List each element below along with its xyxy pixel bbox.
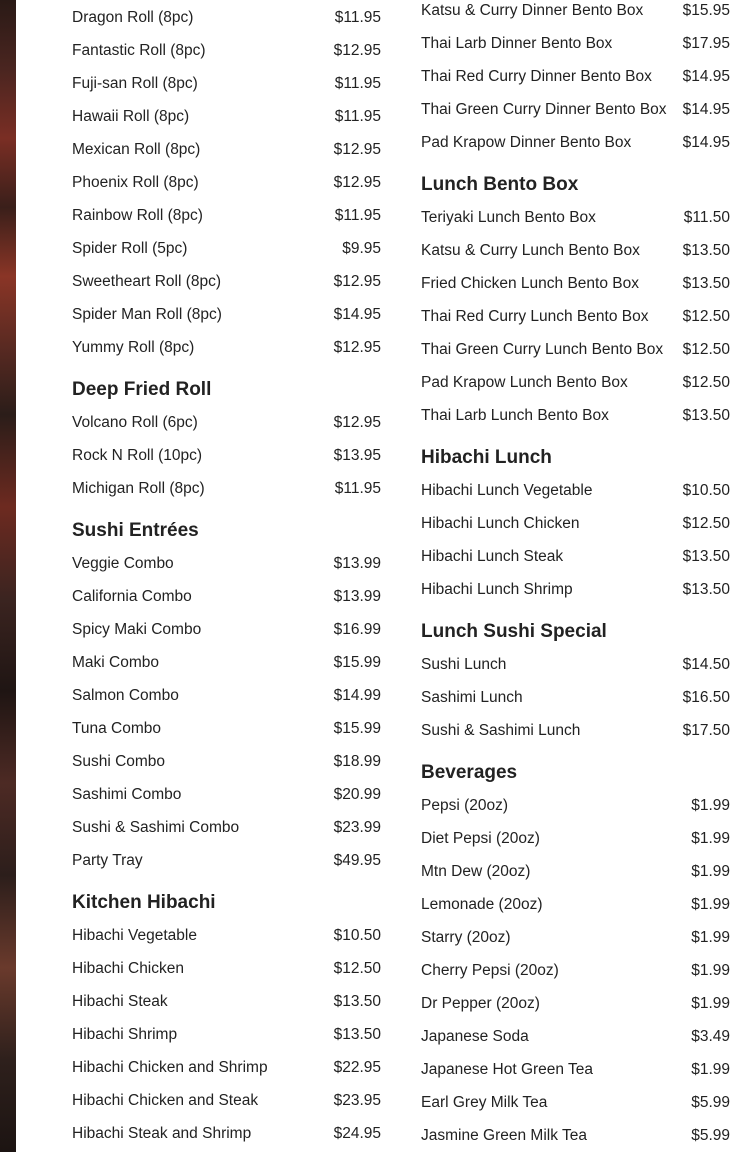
menu-item-name: Veggie Combo bbox=[72, 555, 174, 572]
menu-item[interactable] bbox=[421, 681, 730, 714]
menu-item[interactable] bbox=[421, 789, 730, 822]
menu-item[interactable] bbox=[421, 921, 730, 954]
menu-item-price: $13.50 bbox=[682, 242, 730, 259]
menu-item[interactable] bbox=[421, 267, 730, 300]
menu-item-price: $1.99 bbox=[691, 929, 730, 946]
menu-item-name: Thai Larb Lunch Bento Box bbox=[421, 407, 609, 424]
menu-section-beverages bbox=[421, 761, 730, 1152]
menu-item-price: $12.50 bbox=[682, 341, 730, 358]
menu-item-price: $11.95 bbox=[334, 207, 381, 224]
menu-item[interactable] bbox=[421, 954, 730, 987]
menu-item[interactable] bbox=[72, 745, 381, 778]
menu-item-price: $18.99 bbox=[333, 753, 381, 770]
menu-item-name: Hibachi Vegetable bbox=[72, 927, 197, 944]
menu-item-price: $17.50 bbox=[682, 722, 730, 739]
menu-item[interactable] bbox=[421, 300, 730, 333]
menu-item-name: Katsu & Curry Lunch Bento Box bbox=[421, 242, 640, 259]
menu-item[interactable] bbox=[421, 855, 730, 888]
menu-section-kitchen-hibachi bbox=[72, 891, 381, 1150]
menu-item-name: Japanese Soda bbox=[421, 1028, 529, 1045]
menu-item[interactable] bbox=[72, 679, 381, 712]
menu-item[interactable] bbox=[72, 406, 381, 439]
menu-item-name: Diet Pepsi (20oz) bbox=[421, 830, 540, 847]
menu-item-name: Pad Krapow Lunch Bento Box bbox=[421, 374, 628, 391]
menu-item[interactable] bbox=[421, 366, 730, 399]
menu-item-price: $23.95 bbox=[333, 1092, 381, 1109]
menu-item-price: $12.50 bbox=[682, 374, 730, 391]
menu-item-name: Cherry Pepsi (20oz) bbox=[421, 962, 559, 979]
menu-item-price: $13.95 bbox=[333, 447, 381, 464]
menu-item[interactable] bbox=[421, 1053, 730, 1086]
menu-item-price: $13.50 bbox=[333, 993, 381, 1010]
menu-item-price: $49.95 bbox=[333, 852, 381, 869]
menu-item-name: Fuji-san Roll (8pc) bbox=[72, 75, 198, 92]
menu-item-name: Sashimi Combo bbox=[72, 786, 182, 803]
menu-item[interactable] bbox=[421, 27, 730, 60]
menu-item-name: Dr Pepper (20oz) bbox=[421, 995, 540, 1012]
menu-item-price: $1.99 bbox=[691, 830, 730, 847]
menu-item[interactable] bbox=[72, 472, 381, 505]
menu-item-name: Thai Red Curry Dinner Bento Box bbox=[421, 68, 652, 85]
section-heading: Beverages bbox=[421, 762, 518, 783]
menu-item-price: $23.99 bbox=[333, 819, 381, 836]
menu-item-name: Hawaii Roll (8pc) bbox=[72, 108, 190, 125]
menu-item[interactable] bbox=[421, 0, 730, 27]
menu-item[interactable] bbox=[421, 507, 730, 540]
menu-item-name: Katsu & Curry Dinner Bento Box bbox=[421, 2, 644, 19]
menu-item-price: $13.50 bbox=[682, 407, 730, 424]
menu-item[interactable] bbox=[421, 201, 730, 234]
menu-item-name: Hibachi Chicken bbox=[72, 960, 184, 977]
menu-item-name: Lemonade (20oz) bbox=[421, 896, 543, 913]
menu-item-name: Hibachi Chicken and Steak bbox=[72, 1092, 259, 1109]
menu-item-price: $12.50 bbox=[682, 515, 730, 532]
menu-item-name: Thai Green Curry Dinner Bento Box bbox=[421, 101, 667, 118]
menu-item-price: $12.95 bbox=[333, 174, 381, 191]
menu-item-price: $12.95 bbox=[333, 273, 381, 290]
menu-item[interactable] bbox=[72, 952, 381, 985]
menu-item-price: $11.95 bbox=[334, 480, 381, 497]
menu-item[interactable] bbox=[72, 712, 381, 745]
menu-section-lunch-sushi-special bbox=[421, 620, 730, 747]
menu-item-price: $22.95 bbox=[333, 1059, 381, 1076]
menu-item-price: $3.49 bbox=[691, 1028, 730, 1045]
menu-item-price: $14.50 bbox=[682, 656, 730, 673]
menu-item[interactable] bbox=[72, 133, 381, 166]
menu-item-price: $10.50 bbox=[333, 927, 381, 944]
menu-item-name: Sushi & Sashimi Lunch bbox=[421, 722, 581, 739]
menu-item-name: Hibachi Lunch Steak bbox=[421, 548, 564, 565]
menu-item[interactable] bbox=[421, 126, 730, 159]
menu-item-name: Pad Krapow Dinner Bento Box bbox=[421, 134, 632, 151]
menu-item[interactable] bbox=[421, 888, 730, 921]
menu-item-name: Hibachi Steak and Shrimp bbox=[72, 1125, 252, 1142]
menu-item-name: California Combo bbox=[72, 588, 192, 605]
menu-item[interactable] bbox=[421, 399, 730, 432]
menu-item-price: $12.50 bbox=[682, 308, 730, 325]
menu-item-name: Mexican Roll (8pc) bbox=[72, 141, 201, 158]
menu-item-name: Dragon Roll (8pc) bbox=[72, 9, 194, 26]
menu-item[interactable] bbox=[72, 100, 381, 133]
menu-item-price: $1.99 bbox=[691, 962, 730, 979]
section-heading: Deep Fried Roll bbox=[72, 379, 212, 400]
menu-item[interactable] bbox=[72, 547, 381, 580]
section-heading: Sushi Entrées bbox=[72, 520, 199, 541]
menu-item-price: $1.99 bbox=[691, 797, 730, 814]
background-image-strip bbox=[0, 0, 16, 1152]
menu-item[interactable] bbox=[421, 987, 730, 1020]
menu-item-price: $15.99 bbox=[333, 720, 381, 737]
menu-item[interactable] bbox=[421, 648, 730, 681]
menu-item[interactable] bbox=[72, 1051, 381, 1084]
menu-item-price: $13.50 bbox=[682, 275, 730, 292]
menu-item[interactable] bbox=[421, 234, 730, 267]
menu-item-price: $14.95 bbox=[682, 101, 730, 118]
menu-item-price: $16.50 bbox=[682, 689, 730, 706]
menu-item[interactable] bbox=[421, 1020, 730, 1053]
menu-item-price: $12.95 bbox=[333, 414, 381, 431]
menu-item[interactable] bbox=[421, 714, 730, 747]
menu-item[interactable] bbox=[72, 646, 381, 679]
menu-item-name: Maki Combo bbox=[72, 654, 159, 671]
menu-item-price: $17.95 bbox=[682, 35, 730, 52]
menu-item-price: $5.99 bbox=[691, 1094, 730, 1111]
menu-item-name: Hibachi Lunch Shrimp bbox=[421, 581, 573, 598]
menu-item-price: $15.99 bbox=[333, 654, 381, 671]
menu-item[interactable] bbox=[72, 1117, 381, 1150]
menu-item[interactable] bbox=[72, 1018, 381, 1051]
menu-item-name: Hibachi Steak bbox=[72, 993, 168, 1010]
menu-item[interactable] bbox=[72, 1, 381, 34]
menu-item-price: $12.95 bbox=[333, 42, 381, 59]
section-heading: Lunch Sushi Special bbox=[421, 621, 607, 642]
menu-item[interactable] bbox=[72, 34, 381, 67]
menu-item-name: Spicy Maki Combo bbox=[72, 621, 202, 638]
section-heading: Hibachi Lunch bbox=[421, 447, 552, 468]
menu-item-price: $14.99 bbox=[333, 687, 381, 704]
menu-item-price: $1.99 bbox=[691, 896, 730, 913]
menu-item-name: Sushi Combo bbox=[72, 753, 166, 770]
menu-item-price: $11.95 bbox=[334, 9, 381, 26]
menu-item[interactable] bbox=[72, 844, 381, 877]
menu-item-price: $12.95 bbox=[333, 141, 381, 158]
menu-item-name: Tuna Combo bbox=[72, 720, 162, 737]
menu-item-name: Volcano Roll (6pc) bbox=[72, 414, 198, 431]
menu-item[interactable] bbox=[72, 778, 381, 811]
menu-item[interactable] bbox=[72, 67, 381, 100]
menu-item-price: $13.99 bbox=[333, 555, 381, 572]
menu-item-name: Pepsi (20oz) bbox=[421, 797, 509, 814]
menu-item-price: $13.99 bbox=[333, 588, 381, 605]
menu-item[interactable] bbox=[72, 199, 381, 232]
menu-item-price: $11.95 bbox=[334, 75, 381, 92]
menu-item-price: $5.99 bbox=[691, 1127, 730, 1144]
menu-item-price: $1.99 bbox=[691, 1061, 730, 1078]
menu-item-price: $13.50 bbox=[682, 581, 730, 598]
menu-section-hibachi-lunch bbox=[421, 446, 730, 606]
menu-item[interactable] bbox=[72, 298, 381, 331]
menu-item[interactable] bbox=[72, 613, 381, 646]
menu-item-price: $12.95 bbox=[333, 339, 381, 356]
menu-item-name: Thai Larb Dinner Bento Box bbox=[421, 35, 613, 52]
menu-item-price: $12.50 bbox=[333, 960, 381, 977]
menu-item-name: Hibachi Chicken and Shrimp bbox=[72, 1059, 268, 1076]
menu-item-name: Sweetheart Roll (8pc) bbox=[72, 273, 222, 290]
menu-item-price: $15.95 bbox=[682, 2, 730, 19]
menu-item-name: Japanese Hot Green Tea bbox=[421, 1061, 594, 1078]
menu-item-name: Hibachi Shrimp bbox=[72, 1026, 178, 1043]
menu-item-price: $20.99 bbox=[333, 786, 381, 803]
menu-item-name: Spider Man Roll (8pc) bbox=[72, 306, 222, 323]
section-heading: Lunch Bento Box bbox=[421, 174, 579, 195]
menu-item-name: Phoenix Roll (8pc) bbox=[72, 174, 199, 191]
menu-item-name: Mtn Dew (20oz) bbox=[421, 863, 531, 880]
menu-item-price: $14.95 bbox=[682, 134, 730, 151]
menu-item[interactable] bbox=[72, 265, 381, 298]
menu-item-price: $11.50 bbox=[683, 209, 730, 226]
section-heading: Kitchen Hibachi bbox=[72, 892, 216, 913]
menu-item-name: Hibachi Lunch Chicken bbox=[421, 515, 580, 532]
menu-item[interactable] bbox=[72, 166, 381, 199]
menu-item-name: Jasmine Green Milk Tea bbox=[421, 1127, 587, 1144]
menu-section-sushi-entr-es bbox=[72, 519, 381, 877]
menu-item[interactable] bbox=[421, 93, 730, 126]
menu-item-name: Yummy Roll (8pc) bbox=[72, 339, 195, 356]
menu-column-left bbox=[72, 1, 381, 1150]
menu-item[interactable] bbox=[421, 60, 730, 93]
menu-item[interactable] bbox=[72, 232, 381, 265]
menu-item-name: Thai Green Curry Lunch Bento Box bbox=[421, 341, 664, 358]
menu-item-price: $13.50 bbox=[682, 548, 730, 565]
menu-item[interactable] bbox=[421, 540, 730, 573]
menu-item-name: Spider Roll (5pc) bbox=[72, 240, 188, 257]
menu-item-name: Earl Grey Milk Tea bbox=[421, 1094, 548, 1111]
menu-item[interactable] bbox=[421, 474, 730, 507]
menu-item-name: Michigan Roll (8pc) bbox=[72, 480, 205, 497]
menu-item[interactable] bbox=[421, 1119, 730, 1152]
menu-item-price: $10.50 bbox=[682, 482, 730, 499]
menu-item-name: Thai Red Curry Lunch Bento Box bbox=[421, 308, 649, 325]
menu-item-name: Starry (20oz) bbox=[421, 929, 511, 946]
menu-item[interactable] bbox=[421, 573, 730, 606]
menu-item-name: Hibachi Lunch Vegetable bbox=[421, 482, 593, 499]
menu-item[interactable] bbox=[72, 985, 381, 1018]
menu-item[interactable] bbox=[421, 822, 730, 855]
menu-section-lunch-bento-box bbox=[421, 173, 730, 432]
menu-item-name: Sashimi Lunch bbox=[421, 689, 523, 706]
menu-item-name: Rainbow Roll (8pc) bbox=[72, 207, 203, 224]
menu-item-name: Fantastic Roll (8pc) bbox=[72, 42, 206, 59]
menu-item-name: Sushi & Sashimi Combo bbox=[72, 819, 240, 836]
menu-item-price: $11.95 bbox=[334, 108, 381, 125]
menu-item-name: Rock N Roll (10pc) bbox=[72, 447, 203, 464]
menu-item-price: $14.95 bbox=[333, 306, 381, 323]
menu-item-price: $1.99 bbox=[691, 995, 730, 1012]
menu-item-name: Teriyaki Lunch Bento Box bbox=[421, 209, 596, 226]
menu-item[interactable] bbox=[72, 580, 381, 613]
menu-item[interactable] bbox=[72, 919, 381, 952]
menu-section-deep-fried-roll bbox=[72, 378, 381, 505]
menu-item-price: $1.99 bbox=[691, 863, 730, 880]
menu-item[interactable] bbox=[72, 439, 381, 472]
menu-item-name: Party Tray bbox=[72, 852, 143, 869]
menu-item-price: $13.50 bbox=[333, 1026, 381, 1043]
menu-item[interactable] bbox=[421, 1086, 730, 1119]
menu-item-name: Salmon Combo bbox=[72, 687, 179, 704]
menu-item[interactable] bbox=[421, 333, 730, 366]
menu-item-price: $24.95 bbox=[333, 1125, 381, 1142]
menu-item[interactable] bbox=[72, 811, 381, 844]
menu-item[interactable] bbox=[72, 1084, 381, 1117]
menu-item-price: $16.99 bbox=[333, 621, 381, 638]
menu-item-name: Fried Chicken Lunch Bento Box bbox=[421, 275, 639, 292]
menu-item-price: $14.95 bbox=[682, 68, 730, 85]
menu-item-price: $9.95 bbox=[342, 240, 381, 257]
menu-column-right bbox=[421, 0, 730, 1152]
menu-section-continued bbox=[421, 0, 730, 159]
menu-page bbox=[16, 0, 750, 1152]
menu-section-continued bbox=[72, 1, 381, 364]
menu-item-name: Sushi Lunch bbox=[421, 656, 507, 673]
menu-item[interactable] bbox=[72, 331, 381, 364]
